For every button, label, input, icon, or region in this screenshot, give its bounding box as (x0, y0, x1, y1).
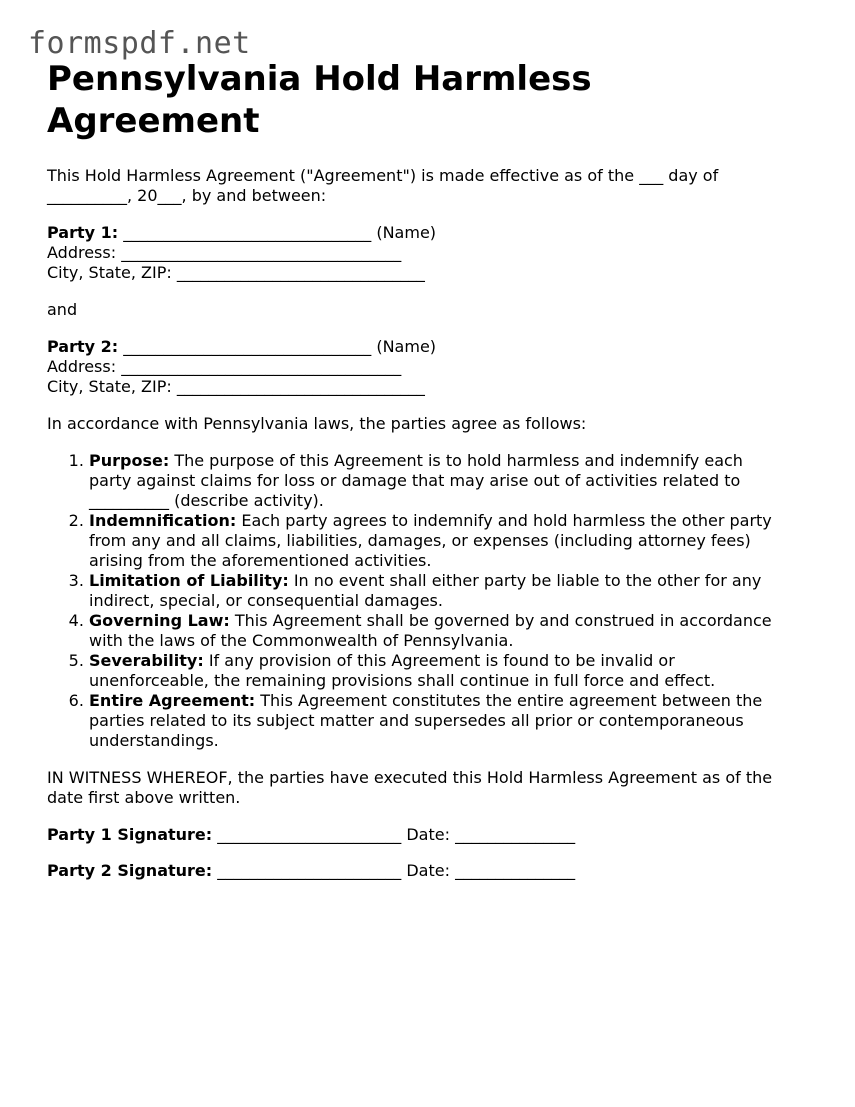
watermark-text: formspdf.net (28, 26, 251, 61)
witness-line-1: IN WITNESS WHEREOF, the parties have executed this Hold Harmless Agreement as of the (47, 768, 773, 787)
clause-text: unenforceable, the remaining provisions shall continue in full force and effect. (89, 671, 716, 690)
party-2-block (47, 337, 837, 397)
party-2-city-field: City, State, ZIP: _______________________________ (47, 377, 425, 396)
party-2-address-field: Address: ___________________________________ (47, 357, 402, 376)
party-2-name-field: _______________________________ (Name) (118, 337, 437, 356)
party-1-signature-label: Party 1 Signature: (47, 825, 213, 844)
party-1-signature-line (47, 825, 837, 845)
party-2-signature-label: Party 2 Signature: (47, 861, 213, 880)
clause-severability (89, 651, 837, 691)
clause-text: from any and all claims, liabilities, damages, or expenses (including attorney fees) (89, 531, 751, 550)
clause-text: In no event shall either party be liable to the other for any (288, 571, 762, 590)
clause-text: party against claims for loss or damage that may arise out of activities related to (89, 471, 741, 490)
clause-text: indirect, special, or consequential damages. (89, 591, 443, 610)
intro-line-2: __________, 20___, by and between: (47, 186, 327, 205)
clause-heading: Severability: (89, 651, 204, 670)
party-1-block (47, 223, 837, 283)
party-1-address-field: Address: ___________________________________ (47, 243, 402, 262)
clause-heading: Indemnification: (89, 511, 237, 530)
document-body (47, 166, 837, 881)
clause-heading: Entire Agreement: (89, 691, 256, 710)
party-2-signature-date-fields: _______________________ Date: _______________ (212, 861, 576, 880)
document (47, 58, 837, 881)
clause-text: This Agreement shall be governed by and construed in accordance (229, 611, 772, 630)
clause-text: The purpose of this Agreement is to hold harmless and indemnify each (169, 451, 743, 470)
clause-limitation-of-liability (89, 571, 837, 611)
and-text: and (47, 300, 78, 319)
clause-text: If any provision of this Agreement is found to be invalid or (203, 651, 675, 670)
clause-purpose (89, 451, 837, 511)
clause-governing-law (89, 611, 837, 651)
clause-heading: Governing Law: (89, 611, 230, 630)
intro-line-1: This Hold Harmless Agreement ("Agreement") is made effective as of the ___ day of (47, 166, 719, 185)
document-title (47, 58, 837, 142)
clause-entire-agreement (89, 691, 837, 751)
clause-text: parties related to its subject matter and supersedes all prior or contemporaneous (89, 711, 744, 730)
party-1-name-field: _______________________________ (Name) (118, 223, 437, 242)
clause-indemnification (89, 511, 837, 571)
accordance-paragraph: In accordance with Pennsylvania laws, the parties agree as follows: (47, 414, 587, 433)
party-2-label: Party 2: (47, 337, 119, 356)
clause-text: understandings. (89, 731, 219, 750)
clause-text: This Agreement constitutes the entire agreement between the (255, 691, 763, 710)
clause-list (47, 451, 837, 751)
clause-heading: Limitation of Liability: (89, 571, 289, 590)
witness-paragraph (47, 768, 837, 808)
clause-text: with the laws of the Commonwealth of Pennsylvania. (89, 631, 514, 650)
clause-heading: Purpose: (89, 451, 170, 470)
clause-text: arising from the aforementioned activities. (89, 551, 432, 570)
party-1-signature-date-fields: _______________________ Date: _______________ (212, 825, 576, 844)
party-2-signature-line (47, 861, 837, 881)
title-line-1: Pennsylvania Hold Harmless (47, 59, 592, 99)
party-1-label: Party 1: (47, 223, 119, 242)
clause-text: Each party agrees to indemnify and hold harmless the other party (236, 511, 772, 530)
title-line-2: Agreement (47, 101, 260, 141)
party-1-city-field: City, State, ZIP: _______________________________ (47, 263, 425, 282)
clause-text: __________ (describe activity). (89, 491, 324, 510)
witness-line-2: date first above written. (47, 788, 241, 807)
intro-paragraph (47, 166, 837, 206)
